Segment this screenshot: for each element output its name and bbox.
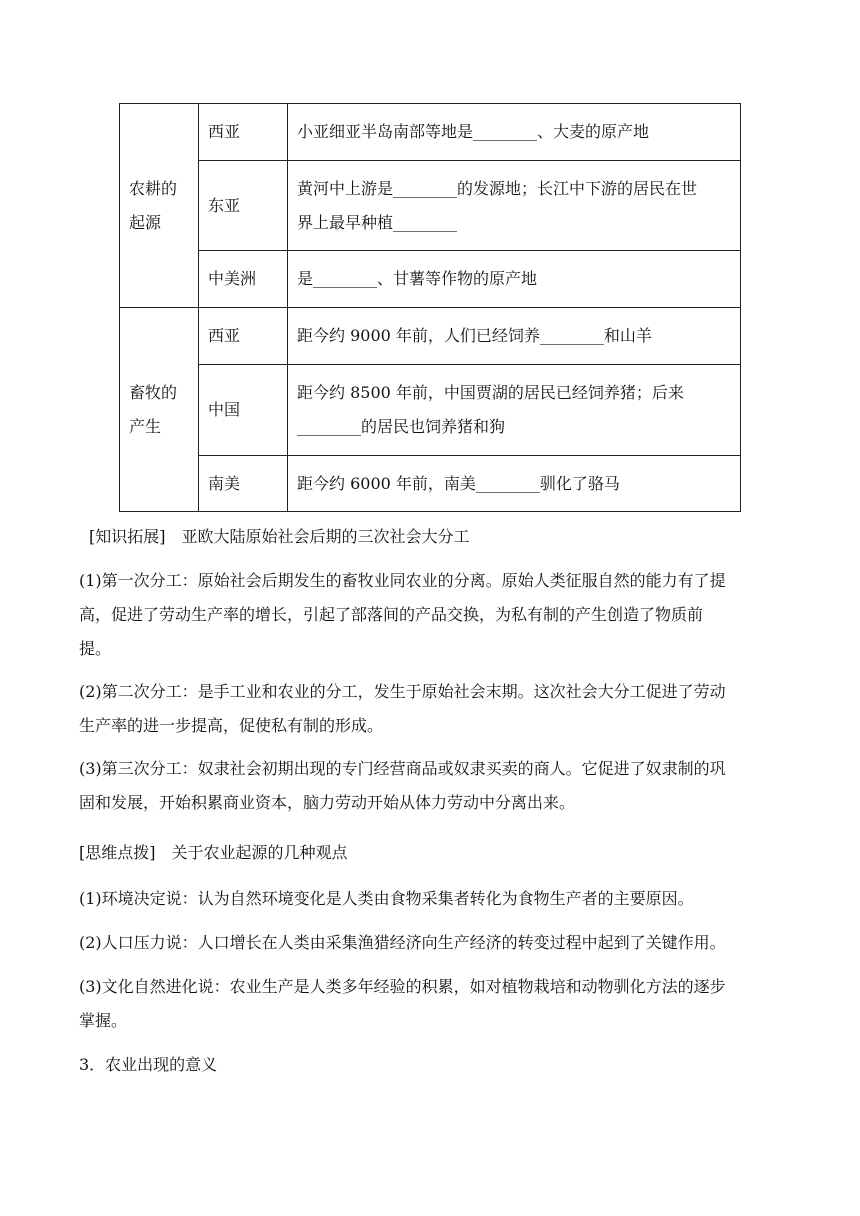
origins-table	[119, 103, 741, 512]
description-line: ________的居民也饲养猪和狗	[297, 417, 506, 436]
table-row	[120, 251, 741, 308]
description-line: 界上最早种植________	[297, 212, 458, 232]
region-cell: 中美洲	[199, 251, 288, 308]
paragraph-line: 掌握。	[79, 1011, 128, 1030]
section-heading-3: 3．农业出现的意义	[79, 1055, 218, 1074]
region-cell: 西亚	[199, 308, 288, 365]
table-row	[120, 308, 741, 365]
region-cell: 南美	[199, 456, 288, 512]
paragraph-line: 生产率的进一步提高，促使私有制的形成。	[79, 716, 384, 735]
category-line: 畜牧的	[129, 382, 178, 402]
expansion-paragraph-1	[79, 564, 779, 666]
thinking-paragraph-2: (2)人口压力说：人口增长在人类由采集渔猎经济向生产经济的转变过程中起到了关键作用。	[79, 933, 726, 952]
table-row	[120, 161, 741, 251]
category-cell-herding	[120, 308, 199, 512]
description-cell: 小亚细亚半岛南部等地是________、大麦的原产地	[288, 104, 741, 161]
table-row	[120, 104, 741, 161]
table-row	[120, 365, 741, 456]
thinking-paragraph-1: (1)环境决定说：认为自然环境变化是人类由食物采集者转化为食物生产者的主要原因。	[79, 889, 694, 908]
paragraph-line: (3)文化自然进化说：农业生产是人类多年经验的积累，如对植物栽培和动物驯化方法的逐步	[79, 977, 726, 996]
paragraph-line: (2)第二次分工：是手工业和农业的分工，发生于原始社会末期。这次社会大分工促进了劳动	[79, 682, 726, 701]
description-cell: 是________、甘薯等作物的原产地	[288, 251, 741, 308]
description-cell: 距今约 9000 年前，人们已经饲养________和山羊	[288, 308, 741, 365]
description-cell	[288, 161, 741, 251]
paragraph-line: 固和发展，开始积累商业资本，脑力劳动开始从体力劳动中分离出来。	[79, 793, 576, 812]
region-cell: 西亚	[199, 104, 288, 161]
region-cell: 东亚	[199, 161, 288, 251]
expansion-paragraph-3	[79, 752, 779, 820]
paragraph-line: (1)第一次分工：原始社会后期发生的畜牧业同农业的分离。原始人类征服自然的能力有了提	[79, 571, 726, 590]
category-line: 产生	[129, 416, 162, 436]
region-cell: 中国	[199, 365, 288, 456]
description-line: 距今约 8500 年前，中国贾湖的居民已经饲养猪；后来	[297, 383, 684, 402]
thinking-paragraph-3	[79, 970, 779, 1038]
description-cell: 距今约 6000 年前，南美________驯化了骆马	[288, 456, 741, 512]
expansion-paragraph-2	[79, 675, 779, 743]
table-row	[120, 456, 741, 512]
thinking-tips-heading: [思维点拨] 关于农业起源的几种观点	[79, 843, 348, 862]
knowledge-expansion-heading: [知识拓展] 亚欧大陆原始社会后期的三次社会大分工	[89, 527, 470, 546]
category-line: 起源	[129, 212, 162, 232]
category-cell-farming	[120, 104, 199, 308]
description-cell	[288, 365, 741, 456]
paragraph-line: 提。	[79, 639, 112, 658]
paragraph-line: 高，促进了劳动生产率的增长，引起了部落间的产品交换，为私有制的产生创造了物质前	[79, 605, 704, 624]
paragraph-line: (3)第三次分工：奴隶社会初期出现的专门经营商品或奴隶买卖的商人。它促进了奴隶制的巩	[79, 759, 726, 778]
category-line: 农耕的	[129, 178, 178, 198]
description-line: 黄河中上游是________的发源地；长江中下游的居民在世	[297, 178, 698, 198]
